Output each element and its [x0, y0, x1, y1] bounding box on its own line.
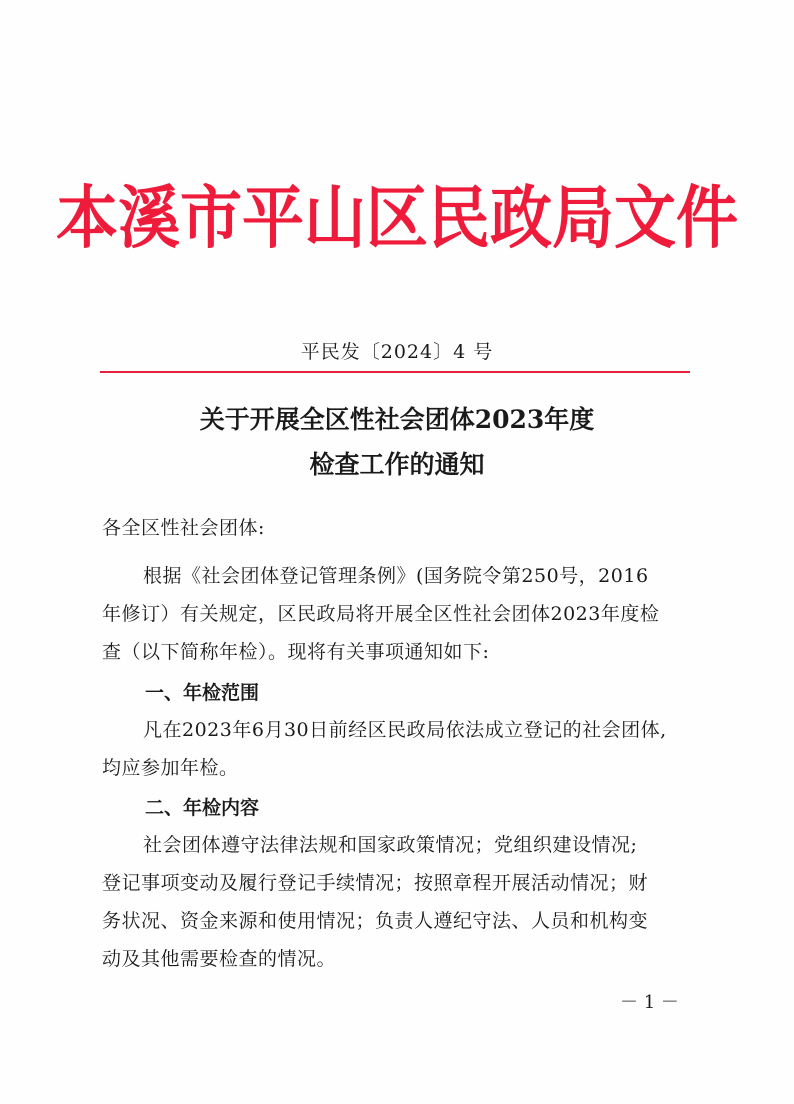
red-divider-line — [100, 371, 690, 373]
salutation: 各全区性社会团体: — [102, 517, 265, 539]
intro-line-1: 根据《社会团体登记管理条例》(国务院令第250号，2016 — [143, 565, 649, 587]
issuer-title: 本溪市平山区民政局文件 — [55, 177, 738, 259]
intro-line-3: 查（以下简称年检）。现将有关事项通知如下: — [102, 641, 490, 663]
section-1-heading: 一、年检范围 — [145, 682, 260, 704]
section-2-line-4: 动及其他需要检查的情况。 — [102, 948, 337, 970]
section-1-line-1: 凡在2023年6月30日前经区民政局依法成立登记的社会团体, — [143, 719, 667, 741]
section-2-line-3: 务状况、资金来源和使用情况；负责人遵纪守法、人员和机构变 — [102, 910, 649, 932]
intro-line-2: 年修订）有关规定，区民政局将开展全区性社会团体2023年度检 — [102, 603, 660, 625]
document-number: 平民发〔2024〕4 号 — [300, 341, 494, 363]
section-1-line-2: 均应参加年检。 — [102, 757, 239, 779]
section-2-line-1: 社会团体遵守法律法规和国家政策情况；党组织建设情况; — [143, 834, 638, 856]
section-2-line-2: 登记事项变动及履行登记手续情况；按照章程开展活动情况；财 — [102, 872, 649, 894]
section-2-heading: 二、年检内容 — [145, 797, 260, 819]
page-number: － 1 － — [620, 992, 679, 1013]
notice-title-line-2: 检查工作的通知 — [309, 450, 485, 479]
notice-title-line-1: 关于开展全区性社会团体2023年度 — [199, 405, 595, 434]
